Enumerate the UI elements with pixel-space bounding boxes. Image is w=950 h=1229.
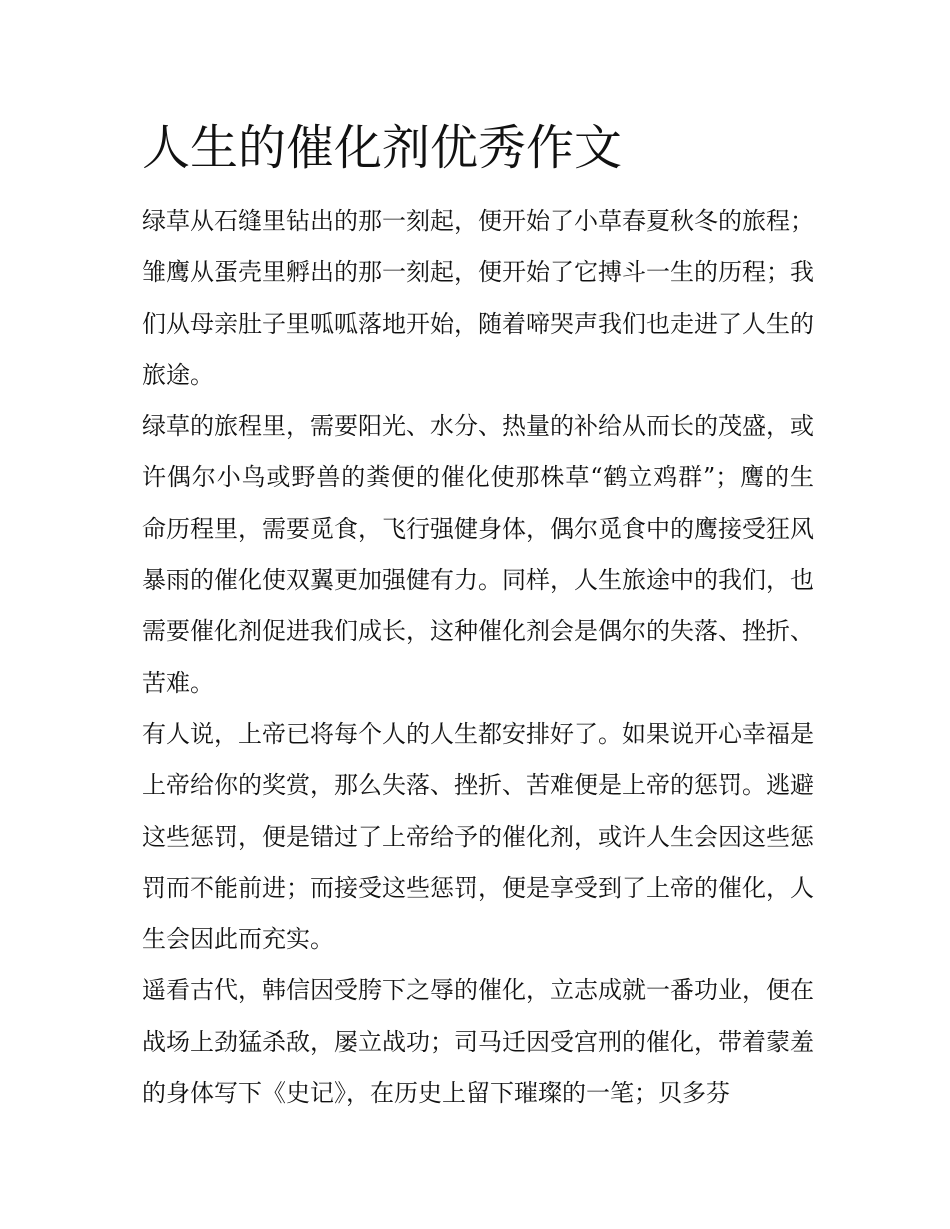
paragraph-3: 有人说，上帝已将每个人的人生都安排好了。如果说开心幸福是上帝给你的奖赏，那么失落、挫折、苦难便是上帝的惩罚。逃避这些惩罚，便是错过了上帝给予的催化剂，或许人生会因这些惩罚而不能前进；而接受这些惩罚，便是享受到了上帝的催化，人生会因此而充实。 [142, 719, 814, 954]
paragraph-1: 绿草从石缝里钻出的那一刻起，便开始了小草春夏秋冬的旅程；雏鹰从蛋壳里孵出的那一刻起，便开始了它搏斗一生的历程；我们从母亲肚子里呱呱落地开始，随着啼哭声我们也走进了人生的旅途。 [142, 207, 814, 389]
page-title: 人生的催化剂优秀作文 [142, 120, 623, 176]
paragraph-2: 绿草的旅程里，需要阳光、水分、热量的补给从而长的茂盛，或许偶尔小鸟或野兽的粪便的催化使那株草“鹤立鸡群”；鹰的生命历程里，需要觅食，飞行强健身体，偶尔觅食中的鹰接受狂风暴雨的催化使双翼更加强健有力。同样，人生旅途中的我们，也需要催化剂促进我们成长，这种催化剂会是偶尔的失落、挫折、苦难。 [142, 412, 814, 697]
document-body [142, 196, 814, 1119]
paragraph-4: 遥看古代，韩信因受胯下之辱的催化，立志成就一番功业，便在战场上劲猛杀敌，屡立战功；司马迁因受宫刑的催化，带着蒙羞的身体写下《史记》，在历史上留下璀璨的一笔；贝多芬 [142, 976, 814, 1108]
